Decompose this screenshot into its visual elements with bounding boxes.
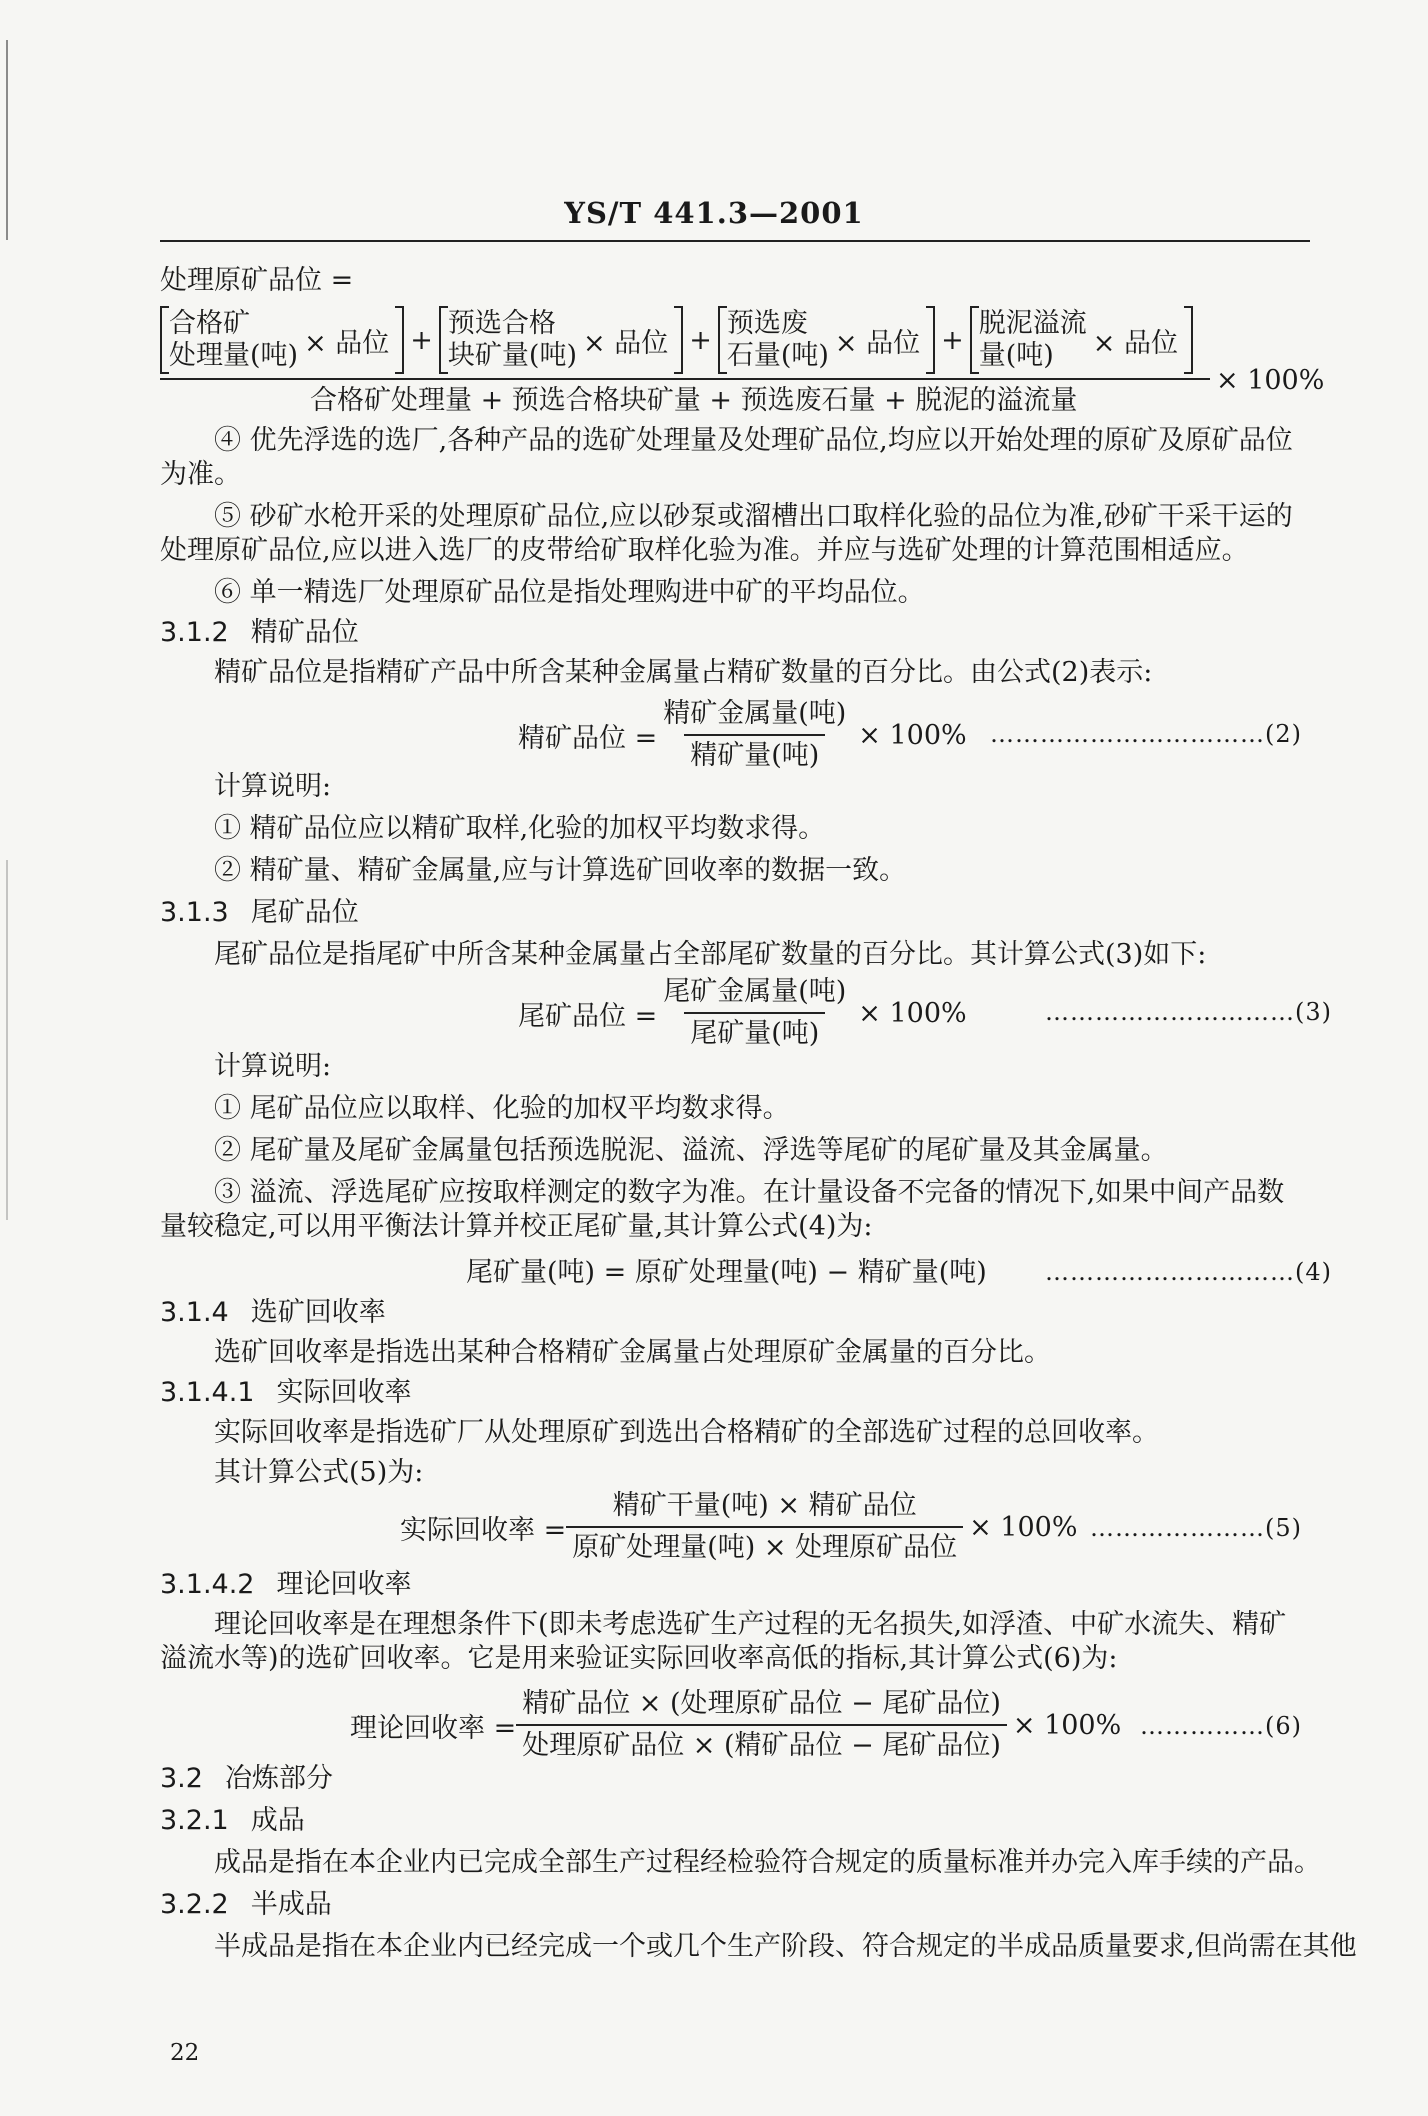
formula-1-percent: × 100% — [1216, 365, 1325, 396]
term-4: 脱泥溢流 量(吨) — [978, 308, 1087, 371]
bracket-open — [439, 306, 448, 374]
bracket-open — [160, 306, 169, 374]
formula-3-fraction: $\frac{\text{尾矿金属量(吨)}}{\text{尾矿量(吨)}}$ — [663, 976, 847, 1049]
term-3: 预选废 石量(吨) — [726, 308, 829, 371]
scan-edge-mark — [6, 860, 8, 1220]
calc-note-1: ① 精矿品位应以精矿取样,化验的加权平均数求得。 — [214, 813, 826, 844]
plus-sign: + — [689, 324, 712, 356]
formula-6-fraction: $\frac{\text{精矿品位 × (处理原矿品位 − 尾矿品位)}}{\text{处理原矿品位 × (精矿品位 − 尾矿品位)}}$ — [516, 1688, 1007, 1762]
formula-5-fraction: $\frac{\text{精矿干量(吨) × 精矿品位}}{\text{原矿处理量(吨) × 处理原矿品位}}$ — [566, 1490, 963, 1564]
bracket-open — [970, 306, 979, 374]
bracket-close — [395, 306, 404, 374]
times-grade: × 品位 — [834, 327, 921, 359]
formula-6-number: ……………(6) — [1140, 1712, 1302, 1740]
bracket-close — [1184, 306, 1193, 374]
note-6: ⑥ 单一精选厂处理原矿品位是指处理购进中矿的平均品位。 — [214, 577, 925, 608]
formula-4-number: …………………………(4) — [1045, 1258, 1332, 1286]
section-3-1-2: 3.1.2 精矿品位 — [160, 617, 359, 648]
formula-4: 尾矿量(吨) = 原矿处理量(吨) − 精矿量(吨) — [466, 1257, 987, 1288]
note-4: ④ 优先浮选的选厂,各种产品的选矿处理量及处理矿品位,均应以开始处理的原矿及原矿品位为准。 — [160, 425, 1293, 490]
term-1: 合格矿 处理量(吨) — [169, 308, 299, 371]
page-number: 22 — [170, 2040, 200, 2066]
times-grade: × 品位 — [1092, 327, 1178, 359]
header-rule — [160, 240, 1310, 242]
para-3-1-3: 尾矿品位是指尾矿中所含某种金属量占全部尾矿数量的百分比。其计算公式(3)如下: — [214, 939, 1207, 970]
para-3-1-2: 精矿品位是指精矿产品中所含某种金属量占精矿数量的百分比。由公式(2)表示: — [214, 657, 1153, 688]
section-3-1-3: 3.1.3 尾矿品位 — [160, 897, 359, 928]
section-3-2-2: 3.2.2 半成品 — [160, 1889, 332, 1920]
formula-3-percent: × 100% — [858, 997, 967, 1029]
para-3-2-2: 半成品是指在本企业内已经完成一个或几个生产阶段、符合规定的半成品质量要求,但尚需在其他 — [214, 1931, 1357, 1962]
formula-2-label: 精矿品位 = — [518, 722, 658, 754]
bracket-close — [674, 306, 683, 374]
formula-6-label: 理论回收率 = — [350, 1712, 517, 1744]
times-grade: × 品位 — [583, 327, 669, 359]
formula-2-number: ……………………………(2) — [990, 720, 1302, 748]
bracket-open — [718, 306, 727, 374]
formula-2-percent: × 100% — [858, 719, 967, 751]
para-3-1-4-1-formula-intro: 其计算公式(5)为: — [214, 1457, 424, 1488]
formula-6 — [350, 1688, 1127, 1762]
calc-note-2: ② 尾矿量及尾矿金属量包括预选脱泥、溢流、浮选等尾矿的尾矿量及其金属量。 — [214, 1135, 1168, 1166]
formula-5-number: …………………(5) — [1090, 1514, 1302, 1542]
calc-note-2: ② 精矿量、精矿金属量,应与计算选矿回收率的数据一致。 — [214, 855, 907, 886]
formula-3-number: …………………………(3) — [1045, 998, 1332, 1026]
formula-5-label: 实际回收率 = — [400, 1514, 567, 1546]
calc-note-heading: 计算说明: — [214, 1051, 332, 1082]
plus-sign: + — [410, 324, 433, 356]
formula-3 — [518, 976, 973, 1050]
para-3-1-4: 选矿回收率是指选出某种合格精矿金属量占处理原矿金属量的百分比。 — [214, 1337, 1051, 1368]
para-3-1-4-2: 理论回收率是在理想条件下(即未考虑选矿生产过程的无名损失,如浮渣、中矿水流失、精矿溢流水等)的选矿回收率。它是用来验证实际回收率高低的指标,其计算公式(6)为: — [160, 1609, 1287, 1674]
plus-sign: + — [941, 324, 964, 356]
term-2: 预选合格 块矿量(吨) — [447, 308, 577, 371]
page-header: YS/T 441.3—2001 — [564, 196, 864, 230]
formula-2-fraction: $\frac{\text{精矿金属量(吨)}}{\text{精矿量(吨)}}$ — [663, 698, 847, 771]
formula-2 — [518, 698, 973, 772]
bracket-close — [926, 306, 935, 374]
formula-5-percent: × 100% — [969, 1511, 1078, 1543]
section-3-2-1: 3.2.1 成品 — [160, 1805, 305, 1836]
formula-3-label: 尾矿品位 = — [518, 1000, 658, 1032]
times-grade: × 品位 — [304, 327, 390, 359]
formula-1-fraction-bar — [160, 378, 1210, 380]
calc-note-heading: 计算说明: — [214, 771, 332, 802]
section-3-2: 3.2 冶炼部分 — [160, 1763, 333, 1794]
formula-1-label: 处理原矿品位 = — [160, 265, 354, 296]
formula-6-percent: × 100% — [1012, 1709, 1122, 1741]
formula-1-denominator: 合格矿处理量 + 预选合格块矿量 + 预选废石量 + 脱泥的溢流量 — [310, 385, 1078, 416]
section-3-1-4-1: 3.1.4.1 实际回收率 — [160, 1377, 412, 1408]
section-3-1-4: 3.1.4 选矿回收率 — [160, 1297, 386, 1328]
formula-1-numerator — [160, 306, 1193, 374]
para-3-1-4-1: 实际回收率是指选矿厂从处理原矿到选出合格精矿的全部选矿过程的总回收率。 — [214, 1417, 1159, 1448]
section-3-1-4-2: 3.1.4.2 理论回收率 — [160, 1569, 412, 1600]
para-3-2-1: 成品是指在本企业内已完成全部生产过程经检验符合规定的质量标准并办完入库手续的产品。 — [214, 1847, 1321, 1878]
calc-note-3: ③ 溢流、浮选尾矿应按取样测定的数字为准。在计量设备不完备的情况下,如果中间产品数量较稳定,可以用平衡法计算并校正尾矿量,其计算公式(4)为: — [160, 1177, 1285, 1242]
formula-5 — [400, 1490, 1083, 1564]
note-5: ⑤ 砂矿水枪开采的处理原矿品位,应以砂泵或溜槽出口取样化验的品位为准,砂矿干采干运的处理原矿品位,应以进入选厂的皮带给矿取样化验为准。并应与选矿处理的计算范围相适应。 — [160, 501, 1293, 566]
calc-note-1: ① 尾矿品位应以取样、化验的加权平均数求得。 — [214, 1093, 790, 1124]
